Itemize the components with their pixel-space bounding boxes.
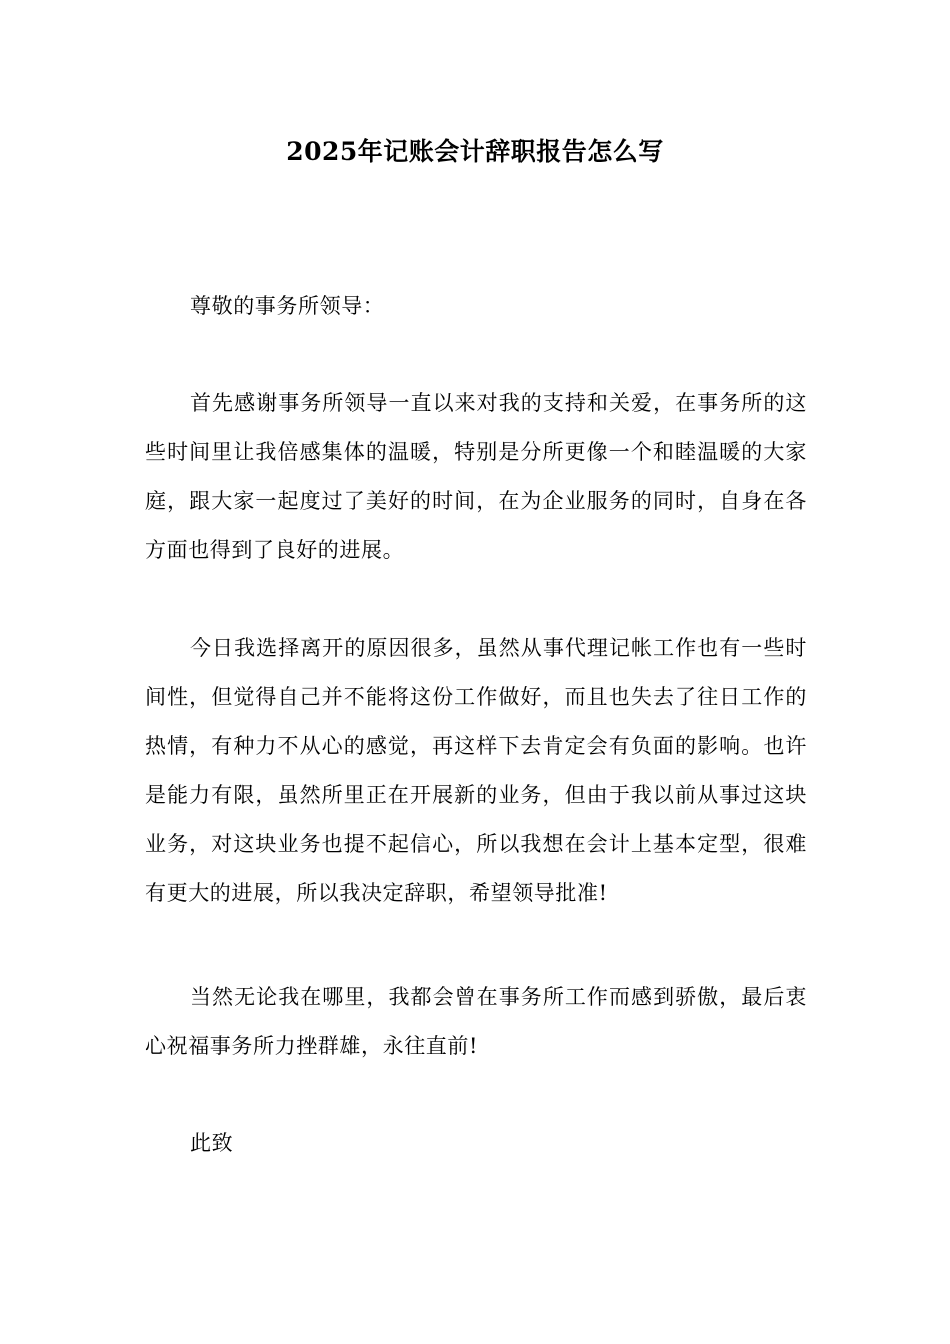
paragraph-blessing: 当然无论我在哪里，我都会曾在事务所工作而感到骄傲，最后衷心祝福事务所力挫群雄，永往直前! bbox=[145, 985, 807, 1058]
document-title: 2025年记账会计辞职报告怎么写 bbox=[286, 137, 664, 166]
paragraph-reasons: 今日我选择离开的原因很多，虽然从事代理记帐工作也有一些时间性，但觉得自己并不能将这份工作做好，而且也失去了往日工作的热情，有种力不从心的感觉，再这样下去肯定会有负面的影响。也许是能力有限，虽然所里正在开展新的业务，但由于我以前从事过这块业务，对这块业务也提不起信心，所以我想在会计上基本定型，很难有更大的进展，所以我决定辞职，希望领导批准! bbox=[145, 636, 807, 905]
closing-phrase: 此致 bbox=[190, 1131, 234, 1155]
salutation: 尊敬的事务所领导： bbox=[190, 294, 385, 318]
paragraph-gratitude: 首先感谢事务所领导一直以来对我的支持和关爱，在事务所的这些时间里让我倍感集体的温暖，特别是分所更像一个和睦温暖的大家庭，跟大家一起度过了美好的时间，在为企业服务的同时，自身在各方面也得到了良好的进展。 bbox=[145, 391, 807, 562]
